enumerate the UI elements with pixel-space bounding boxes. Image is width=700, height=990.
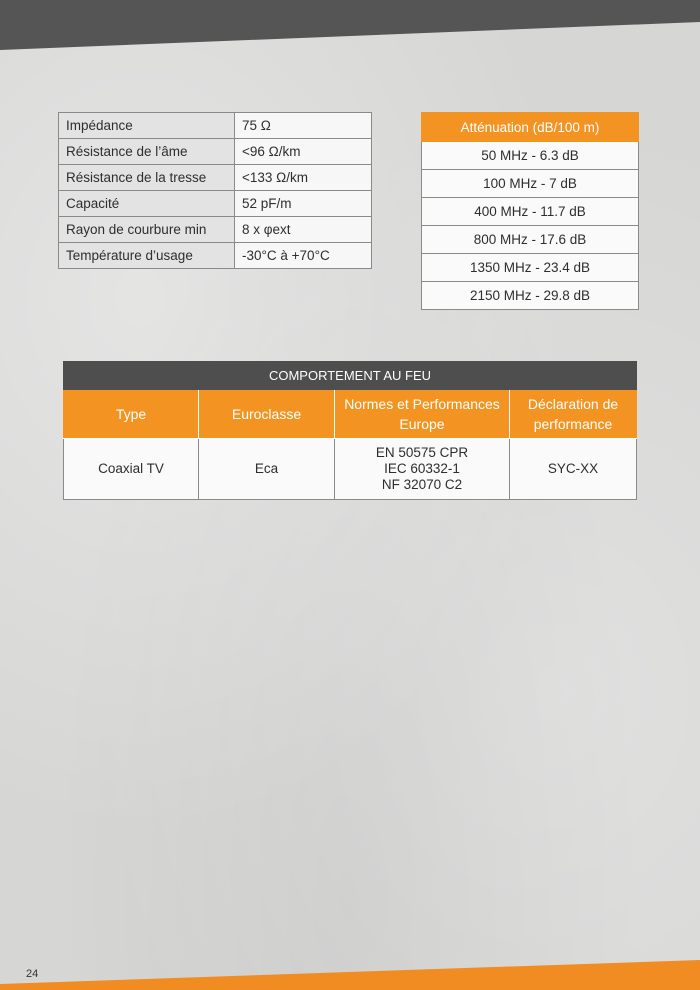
attenuation-value: 2150 MHz - 29.8 dB <box>422 282 639 310</box>
table-header-row <box>422 113 639 142</box>
table-row <box>422 254 639 282</box>
header-euroclasse: Euroclasse <box>199 390 335 439</box>
spec-value: 75 Ω <box>235 113 372 139</box>
spec-label: Capacité <box>59 191 235 217</box>
table-row <box>59 165 372 191</box>
bottom-banner <box>0 960 700 990</box>
table-row <box>59 217 372 243</box>
fire-table-title: COMPORTEMENT AU FEU <box>64 362 637 390</box>
spec-label: Impédance <box>59 113 235 139</box>
header-normes: Normes et Performances Europe <box>335 390 510 439</box>
table-row <box>422 226 639 254</box>
table-row <box>59 139 372 165</box>
norm-line: NF 32070 C2 <box>381 477 463 492</box>
spec-label: Résistance de l’âme <box>59 139 235 165</box>
norm-line: EN 50575 CPR <box>375 445 469 460</box>
attenuation-value: 1350 MHz - 23.4 dB <box>422 254 639 282</box>
table-row <box>59 243 372 269</box>
specs-table <box>58 112 372 269</box>
cell-euroclasse: Eca <box>199 439 335 500</box>
table-row <box>422 142 639 170</box>
spec-value: -30°C à +70°C <box>235 243 372 269</box>
table-row <box>422 198 639 226</box>
spec-label: Résistance de la tresse <box>59 165 235 191</box>
cell-type: Coaxial TV <box>64 439 199 500</box>
attenuation-table <box>421 112 639 310</box>
top-banner <box>0 0 700 50</box>
attenuation-value: 50 MHz - 6.3 dB <box>422 142 639 170</box>
table-row <box>64 439 637 500</box>
page-number: 24 <box>26 968 39 980</box>
table-row <box>59 191 372 217</box>
table-row <box>422 170 639 198</box>
spec-label: Rayon de courbure min <box>59 217 235 243</box>
header-type: Type <box>64 390 199 439</box>
attenuation-value: 100 MHz - 7 dB <box>422 170 639 198</box>
table-row <box>59 113 372 139</box>
table-title-row <box>64 362 637 390</box>
spec-value: 8 x φext <box>235 217 372 243</box>
header-declaration: Déclaration de performance <box>510 390 637 439</box>
attenuation-value: 400 MHz - 11.7 dB <box>422 198 639 226</box>
cell-normes <box>335 439 510 500</box>
spec-value: <96 Ω/km <box>235 139 372 165</box>
cell-declaration: SYC-XX <box>510 439 637 500</box>
spec-value: 52 pF/m <box>235 191 372 217</box>
norm-line: IEC 60332-1 <box>384 461 460 476</box>
table-row <box>422 282 639 310</box>
attenuation-header: Atténuation (dB/100 m) <box>422 113 639 142</box>
table-header-row <box>64 390 637 439</box>
attenuation-value: 800 MHz - 17.6 dB <box>422 226 639 254</box>
spec-value: <133 Ω/km <box>235 165 372 191</box>
spec-label: Température d’usage <box>59 243 235 269</box>
fire-behavior-table <box>63 361 637 500</box>
